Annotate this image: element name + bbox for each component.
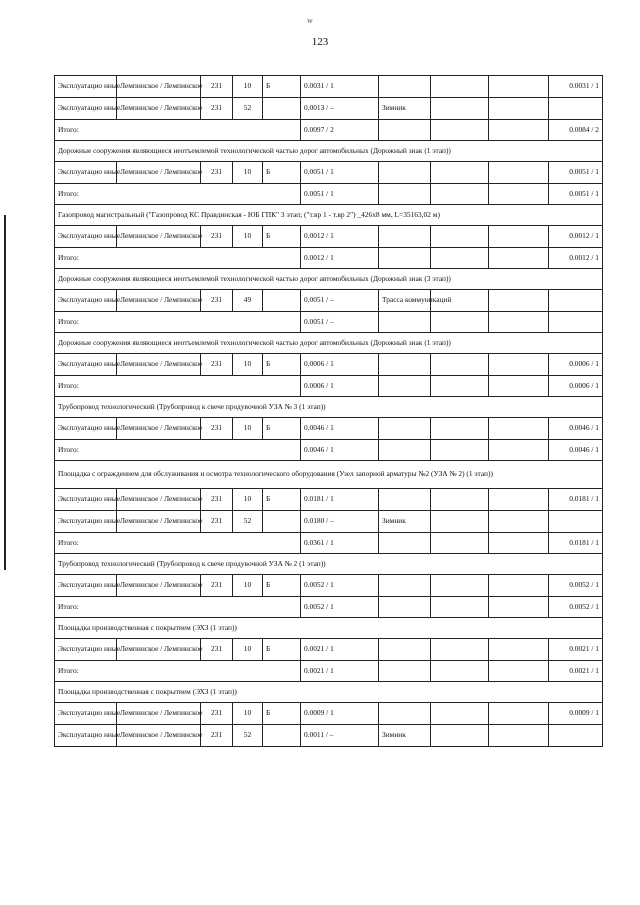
- total-label: Итого:: [55, 248, 301, 269]
- area-count-cell: 0.0051 / –: [301, 290, 379, 312]
- note-cell: Зимник: [379, 725, 431, 747]
- total-row: [55, 376, 603, 397]
- note-cell: [379, 489, 431, 511]
- blank-cell: [431, 120, 489, 141]
- plot-cell: 10: [233, 703, 263, 725]
- note-cell: [379, 639, 431, 661]
- result-cell: 0.0009 / 1: [549, 703, 603, 725]
- class-cell: Б: [263, 162, 301, 184]
- class-cell: Б: [263, 354, 301, 376]
- section-heading-row: [55, 205, 603, 226]
- blank-cell: [489, 703, 549, 725]
- note-cell: [379, 120, 431, 141]
- blank-cell: [431, 162, 489, 184]
- section-title: Дорожные сооружения являющиеся неотъемлемой технологической частью дорог автомобильных (Дорожный знак (1 этап)): [55, 141, 603, 162]
- area-count-cell: 0.0180 / –: [301, 511, 379, 533]
- plot-cell: 10: [233, 162, 263, 184]
- class-cell: Б: [263, 575, 301, 597]
- note-cell: [379, 703, 431, 725]
- category-cell: Эксплуатацио нные: [55, 98, 117, 120]
- section-title: Площадка производственная с покрытием (ЭХЗ (1 этап)): [55, 682, 603, 703]
- blank-cell: [431, 533, 489, 554]
- quarter-cell: 231: [201, 418, 233, 440]
- category-cell: Эксплуатацио нные: [55, 226, 117, 248]
- result-cell: 0.0051 / 1: [549, 184, 603, 205]
- section-heading-row: [55, 682, 603, 703]
- blank-cell: [489, 533, 549, 554]
- area-count-cell: 0.0013 / –: [301, 98, 379, 120]
- category-cell: Эксплуатацио нные: [55, 639, 117, 661]
- class-cell: [263, 98, 301, 120]
- note-cell: Зимник: [379, 511, 431, 533]
- blank-cell: [431, 511, 489, 533]
- total-label: Итого:: [55, 184, 301, 205]
- plot-cell: 49: [233, 290, 263, 312]
- table-row: [55, 489, 603, 511]
- blank-cell: [489, 418, 549, 440]
- note-cell: Трасса коммуникаций: [379, 290, 431, 312]
- blank-cell: [489, 597, 549, 618]
- forestry-cell: Лемпинское / Лемпинское: [117, 162, 201, 184]
- quarter-cell: 231: [201, 290, 233, 312]
- total-label: Итого:: [55, 597, 301, 618]
- blank-cell: [431, 725, 489, 747]
- blank-cell: [431, 639, 489, 661]
- section-title: Трубопровод технологический (Трубопровод к свече продувочной УЗА № 2 (1 этап)): [55, 554, 603, 575]
- quarter-cell: 231: [201, 162, 233, 184]
- total-label: Итого:: [55, 376, 301, 397]
- blank-cell: [489, 76, 549, 98]
- quarter-cell: 231: [201, 703, 233, 725]
- area-count-cell: 0.0181 / 1: [301, 489, 379, 511]
- table-row: [55, 162, 603, 184]
- category-cell: Эксплуатацио нные: [55, 76, 117, 98]
- category-cell: Эксплуатацио нные: [55, 354, 117, 376]
- category-cell: Эксплуатацио нные: [55, 703, 117, 725]
- plot-cell: 52: [233, 98, 263, 120]
- result-cell: 0.0006 / 1: [549, 376, 603, 397]
- table-row: [55, 290, 603, 312]
- area-count-cell: 0.0051 / 1: [301, 162, 379, 184]
- table-row: [55, 226, 603, 248]
- blank-cell: [489, 440, 549, 461]
- forestry-cell: Лемпинское / Лемпинское: [117, 725, 201, 747]
- blank-cell: [431, 575, 489, 597]
- category-cell: Эксплуатацио нные: [55, 418, 117, 440]
- blank-cell: [489, 376, 549, 397]
- area-count-cell: 0.0021 / 1: [301, 639, 379, 661]
- table-row: [55, 511, 603, 533]
- note-cell: [379, 76, 431, 98]
- page-number: 123: [311, 36, 329, 48]
- note-cell: [379, 226, 431, 248]
- total-row: [55, 597, 603, 618]
- top-mark: w: [307, 16, 313, 25]
- blank-cell: [489, 661, 549, 682]
- total-row: [55, 440, 603, 461]
- blank-cell: [489, 98, 549, 120]
- category-cell: Эксплуатацио нные: [55, 162, 117, 184]
- quarter-cell: 231: [201, 226, 233, 248]
- note-cell: [379, 162, 431, 184]
- plot-cell: 52: [233, 511, 263, 533]
- forestry-cell: Лемпинское / Лемпинское: [117, 76, 201, 98]
- blank-cell: [431, 376, 489, 397]
- class-cell: Б: [263, 226, 301, 248]
- class-cell: Б: [263, 703, 301, 725]
- class-cell: Б: [263, 639, 301, 661]
- blank-cell: [431, 489, 489, 511]
- quarter-cell: 231: [201, 725, 233, 747]
- blank-cell: [489, 312, 549, 333]
- total-row: [55, 120, 603, 141]
- class-cell: [263, 290, 301, 312]
- quarter-cell: 231: [201, 511, 233, 533]
- area-count-cell: 0.0021 / 1: [301, 661, 379, 682]
- area-count-cell: 0.0012 / 1: [301, 248, 379, 269]
- result-cell: 0.0052 / 1: [549, 575, 603, 597]
- forestry-cell: Лемпинское / Лемпинское: [117, 98, 201, 120]
- category-cell: Эксплуатацио нные: [55, 511, 117, 533]
- table-row: [55, 98, 603, 120]
- note-cell: [379, 575, 431, 597]
- quarter-cell: 231: [201, 76, 233, 98]
- result-cell: [549, 290, 603, 312]
- category-cell: Эксплуатацио нные: [55, 575, 117, 597]
- total-label: Итого:: [55, 533, 301, 554]
- section-title: Трубопровод технологический (Трубопровод к свече продувочной УЗА № 3 (1 этап)): [55, 397, 603, 418]
- result-cell: 0.0031 / 1: [549, 76, 603, 98]
- blank-cell: [489, 162, 549, 184]
- result-cell: 0.0181 / 1: [549, 533, 603, 554]
- note-cell: [379, 661, 431, 682]
- area-count-cell: 0.0052 / 1: [301, 575, 379, 597]
- section-heading-row: [55, 141, 603, 162]
- note-cell: [379, 248, 431, 269]
- category-cell: Эксплуатацио нные: [55, 489, 117, 511]
- section-heading-row: [55, 397, 603, 418]
- total-label: Итого:: [55, 120, 301, 141]
- blank-cell: [489, 248, 549, 269]
- total-label: Итого:: [55, 661, 301, 682]
- class-cell: [263, 511, 301, 533]
- result-cell: 0.0006 / 1: [549, 354, 603, 376]
- blank-cell: [489, 511, 549, 533]
- class-cell: Б: [263, 418, 301, 440]
- forestry-cell: Лемпинское / Лемпинское: [117, 703, 201, 725]
- section-heading-row: [55, 333, 603, 354]
- note-cell: [379, 597, 431, 618]
- total-row: [55, 184, 603, 205]
- section-title: Дорожные сооружения являющиеся неотъемлемой технологической частью дорог автомобильных (Дорожный знак (3 этап)): [55, 269, 603, 290]
- area-count-cell: 0.0012 / 1: [301, 226, 379, 248]
- plot-cell: 10: [233, 418, 263, 440]
- blank-cell: [431, 184, 489, 205]
- table-row: [55, 725, 603, 747]
- area-count-cell: 0.0046 / 1: [301, 440, 379, 461]
- plot-cell: 10: [233, 489, 263, 511]
- forestry-cell: Лемпинское / Лемпинское: [117, 418, 201, 440]
- class-cell: [263, 725, 301, 747]
- area-count-cell: 0.0051 / 1: [301, 184, 379, 205]
- forestry-cell: Лемпинское / Лемпинское: [117, 575, 201, 597]
- note-cell: [379, 440, 431, 461]
- blank-cell: [431, 440, 489, 461]
- area-count-cell: 0.0006 / 1: [301, 376, 379, 397]
- blank-cell: [489, 639, 549, 661]
- area-count-cell: 0.0046 / 1: [301, 418, 379, 440]
- forestry-cell: Лемпинское / Лемпинское: [117, 354, 201, 376]
- quarter-cell: 231: [201, 489, 233, 511]
- section-heading-row: [55, 618, 603, 639]
- result-cell: 0.0181 / 1: [549, 489, 603, 511]
- forestry-cell: Лемпинское / Лемпинское: [117, 511, 201, 533]
- table-body: [55, 76, 603, 747]
- blank-cell: [489, 184, 549, 205]
- blank-cell: [489, 575, 549, 597]
- result-cell: 0.0051 / 1: [549, 162, 603, 184]
- blank-cell: [431, 418, 489, 440]
- section-title: Площадка производственная с покрытием (ЭХЗ (1 этап)): [55, 618, 603, 639]
- category-cell: Эксплуатацио нные: [55, 725, 117, 747]
- category-cell: Эксплуатацио нные: [55, 290, 117, 312]
- table-row: [55, 354, 603, 376]
- total-row: [55, 533, 603, 554]
- result-cell: [549, 98, 603, 120]
- plot-cell: 10: [233, 354, 263, 376]
- table-row: [55, 703, 603, 725]
- forestry-cell: Лемпинское / Лемпинское: [117, 290, 201, 312]
- area-count-cell: 0.0006 / 1: [301, 354, 379, 376]
- blank-cell: [489, 489, 549, 511]
- section-heading-row: [55, 461, 603, 489]
- result-cell: [549, 511, 603, 533]
- blank-cell: [489, 290, 549, 312]
- blank-cell: [431, 703, 489, 725]
- blank-cell: [431, 248, 489, 269]
- result-cell: 0.0012 / 1: [549, 226, 603, 248]
- section-heading-row: [55, 554, 603, 575]
- total-row: [55, 312, 603, 333]
- note-cell: Зимник: [379, 98, 431, 120]
- blank-cell: [431, 76, 489, 98]
- blank-cell: [489, 354, 549, 376]
- blank-cell: [431, 226, 489, 248]
- quarter-cell: 231: [201, 354, 233, 376]
- plot-cell: 10: [233, 639, 263, 661]
- forestry-cell: Лемпинское / Лемпинское: [117, 639, 201, 661]
- table-row: [55, 76, 603, 98]
- class-cell: Б: [263, 76, 301, 98]
- note-cell: [379, 312, 431, 333]
- result-cell: [549, 312, 603, 333]
- blank-cell: [431, 354, 489, 376]
- note-cell: [379, 418, 431, 440]
- forestry-cell: Лемпинское / Лемпинское: [117, 489, 201, 511]
- area-count-cell: 0.0051 / –: [301, 312, 379, 333]
- result-cell: 0.0052 / 1: [549, 597, 603, 618]
- table-row: [55, 418, 603, 440]
- total-label: Итого:: [55, 440, 301, 461]
- area-count-cell: 0.0361 / 1: [301, 533, 379, 554]
- blank-cell: [489, 725, 549, 747]
- blank-cell: [489, 120, 549, 141]
- margin-rule: [4, 215, 6, 570]
- result-cell: 0.0046 / 1: [549, 440, 603, 461]
- plot-cell: 10: [233, 226, 263, 248]
- result-cell: 0.0084 / 2: [549, 120, 603, 141]
- result-cell: 0.0021 / 1: [549, 639, 603, 661]
- area-count-cell: 0.0009 / 1: [301, 703, 379, 725]
- note-cell: [379, 354, 431, 376]
- blank-cell: [431, 597, 489, 618]
- section-title: Газопровод магистральный ("Газопровод КС Правдинская - ЮБ ГПК" 3 этап; ("т.вр 1 - т.вр 2") _426х8 мм, L=35163,02 м): [55, 205, 603, 226]
- class-cell: Б: [263, 489, 301, 511]
- area-count-cell: 0.0031 / 1: [301, 76, 379, 98]
- plot-cell: 52: [233, 725, 263, 747]
- area-count-cell: 0.0097 / 2: [301, 120, 379, 141]
- plot-cell: 10: [233, 575, 263, 597]
- table-row: [55, 639, 603, 661]
- area-count-cell: 0.0011 / –: [301, 725, 379, 747]
- quarter-cell: 231: [201, 98, 233, 120]
- total-row: [55, 248, 603, 269]
- result-cell: 0.0012 / 1: [549, 248, 603, 269]
- plot-cell: 10: [233, 76, 263, 98]
- result-cell: [549, 725, 603, 747]
- note-cell: [379, 376, 431, 397]
- table-row: [55, 575, 603, 597]
- total-row: [55, 661, 603, 682]
- section-title: Площадка с ограждением для обслуживания и осмотра технологического оборудования (Узел запорной арматуры №2 (УЗА № 2) (1 этап)): [55, 461, 603, 489]
- result-cell: 0.0046 / 1: [549, 418, 603, 440]
- forestry-cell: Лемпинское / Лемпинское: [117, 226, 201, 248]
- total-label: Итого:: [55, 312, 301, 333]
- blank-cell: [489, 226, 549, 248]
- note-cell: [379, 533, 431, 554]
- result-cell: 0.0021 / 1: [549, 661, 603, 682]
- land-allocation-table: [54, 75, 603, 747]
- area-count-cell: 0.0052 / 1: [301, 597, 379, 618]
- section-title: Дорожные сооружения являющиеся неотъемлемой технологической частью дорог автомобильных (Дорожный знак (1 этап)): [55, 333, 603, 354]
- quarter-cell: 231: [201, 575, 233, 597]
- quarter-cell: 231: [201, 639, 233, 661]
- blank-cell: [431, 312, 489, 333]
- section-heading-row: [55, 269, 603, 290]
- note-cell: [379, 184, 431, 205]
- blank-cell: [431, 98, 489, 120]
- blank-cell: [431, 661, 489, 682]
